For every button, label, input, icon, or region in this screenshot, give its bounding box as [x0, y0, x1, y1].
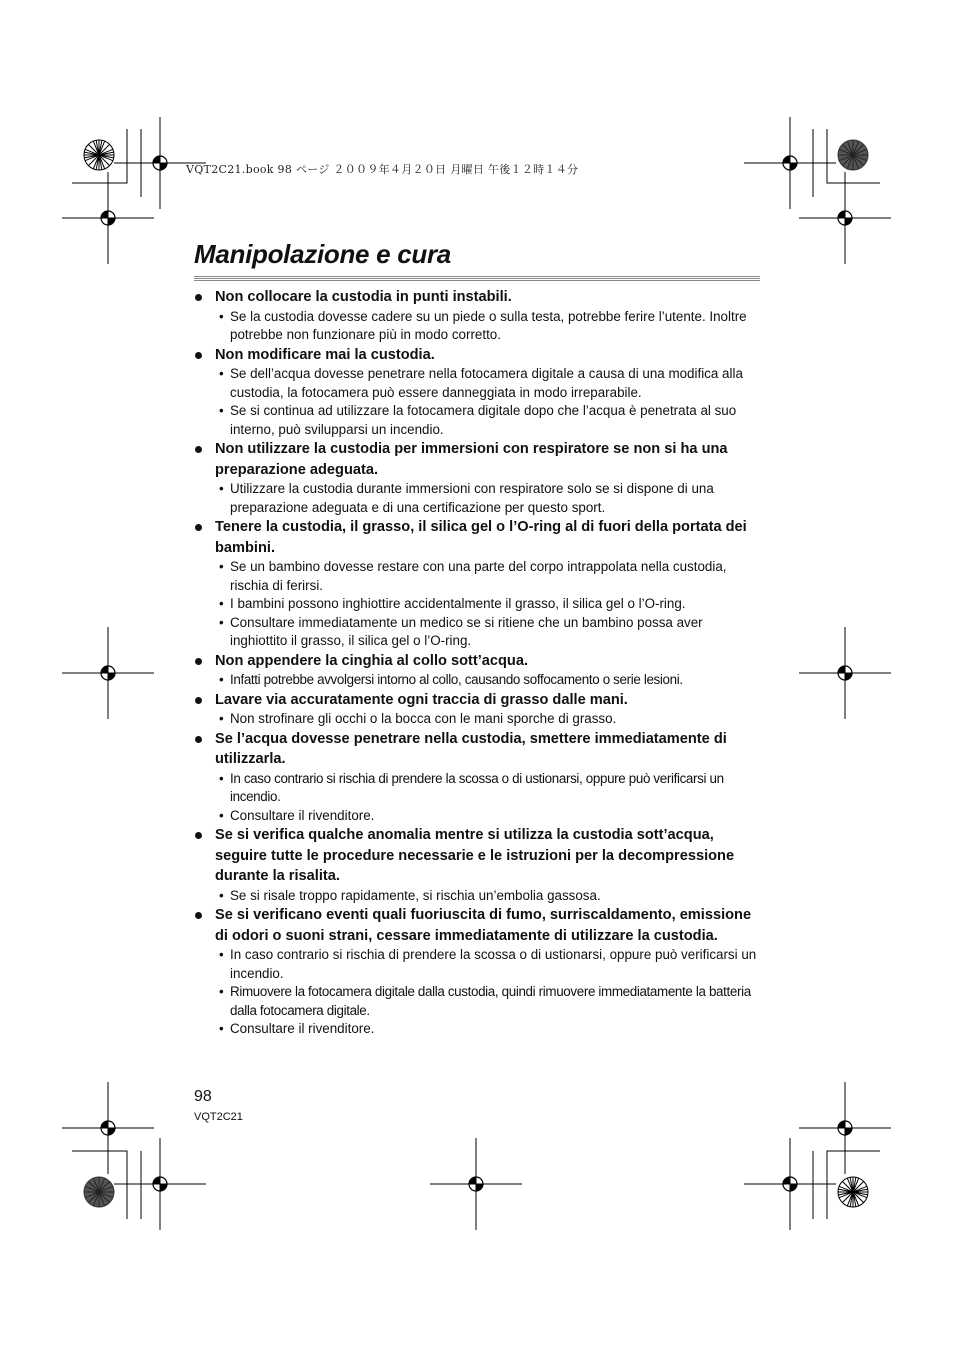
bullet-dot-icon: [195, 352, 202, 359]
section-no-modification: [194, 345, 760, 440]
section-water-leak: [194, 729, 760, 826]
content-area: [194, 287, 760, 1039]
section-heading: Non modificare mai la custodia.: [194, 345, 760, 366]
bullet-icon: •: [219, 672, 224, 687]
bullet-dot-icon: [195, 524, 202, 531]
section-strap-underwater: [194, 651, 760, 690]
bullet-dot-icon: [195, 697, 202, 704]
page-number: 98: [194, 1088, 212, 1105]
list-item: • Consultare il rivenditore.: [194, 807, 760, 826]
bullet-dot-icon: [195, 658, 202, 665]
section-heading: Se si verifica qualche anomalia mentre si utilizza la custodia sott’acqua, seguire tutte le procedure necessarie e le istruzioni per la decompressione durante la risalita.: [194, 825, 760, 887]
list-item: • Se la custodia dovesse cadere su un piede o sulla testa, potrebbe ferire l’utente. Inoltre potrebbe non funzionare più in modo corretto.: [219, 308, 747, 342]
bullet-icon: •: [219, 481, 224, 496]
page-title: Manipolazione e cura: [194, 239, 451, 269]
bullet-icon: •: [219, 596, 224, 611]
section-scuba-training: [194, 439, 760, 517]
bullet-icon: •: [219, 1021, 224, 1036]
bullet-icon: •: [219, 807, 224, 823]
list-item: • Se un bambino dovesse restare con una parte del corpo intrappolata nella custodia, rischia di ferirsi.: [219, 559, 727, 593]
section-children-safety: [194, 517, 760, 651]
list-item: • Consultare il rivenditore.: [194, 1020, 760, 1039]
section-anomaly-decompression: [194, 825, 760, 905]
section-wash-grease: [194, 690, 760, 729]
bullet-icon: •: [219, 308, 224, 324]
bullet-icon: •: [219, 366, 224, 381]
list-item: • Se dell’acqua dovesse penetrare nella fotocamera digitale a causa di una modifica alla custodia, la fotocamera può essere danneggiata in modo irreparabile.: [219, 366, 743, 400]
list-item: • In caso contrario si rischia di prendere la scossa o di ustionarsi, oppure può verificarsi un incendio.: [219, 770, 724, 804]
list-item: • In caso contrario si rischia di prendere la scossa o di ustionarsi, oppure può verificarsi un incendio.: [219, 947, 757, 981]
bullet-dot-icon: [195, 832, 202, 839]
bullet-icon: •: [219, 403, 224, 418]
bullet-icon: •: [219, 711, 224, 726]
list-item: • I bambini possono inghiottire accidentalmente il grasso, il silica gel o l’O-ring.: [194, 595, 760, 614]
list-item: • Consultare immediatamente un medico se si ritiene che un bambino possa aver inghiottito il grasso, il silica gel o l’O-ring.: [219, 614, 703, 648]
list-item: • Se si risale troppo rapidamente, si rischia un’embolia gassosa.: [194, 887, 760, 906]
bullet-icon: •: [219, 614, 224, 630]
bullet-icon: •: [219, 887, 224, 903]
section-heading: Non collocare la custodia in punti instabili.: [194, 287, 760, 308]
section-heading: Lavare via accuratamente ogni traccia di grasso dalle mani.: [194, 690, 760, 711]
bullet-dot-icon: [195, 912, 202, 919]
section-heading: Se l’acqua dovesse penetrare nella custodia, smettere immediatamente di utilizzarla.: [194, 729, 760, 770]
bullet-dot-icon: [195, 446, 202, 453]
section-heading: Non appendere la cinghia al collo sott’acqua.: [194, 651, 760, 672]
bullet-icon: •: [219, 947, 224, 962]
list-item: • Infatti potrebbe avvolgersi intorno al collo, causando soffocamento o serie lesioni.: [194, 671, 760, 690]
section-heading: Se si verificano eventi quali fuoriuscita di fumo, surriscaldamento, emissione di odori o suoni strani, cessare immediatamente di utilizzare la custodia.: [194, 905, 760, 946]
list-item: • Utilizzare la custodia durante immersioni con respiratore solo se si dispone di una preparazione adeguata e di una certificazione per questo sport.: [219, 481, 714, 515]
model-code: VQT2C21: [194, 1111, 243, 1123]
list-item: • Se si continua ad utilizzare la fotocamera digitale dopo che l’acqua è penetrata al suo interno, può svilupparsi un incendio.: [219, 403, 737, 437]
section-heading: Tenere la custodia, il grasso, il silica gel o l’O-ring al di fuori della portata dei bambini.: [194, 517, 760, 558]
list-item: • Non strofinare gli occhi o la bocca con le mani sporche di grasso.: [194, 710, 760, 729]
bullet-icon: •: [219, 770, 224, 786]
bullet-dot-icon: [195, 736, 202, 743]
bullet-icon: •: [219, 559, 224, 574]
bullet-icon: •: [219, 984, 224, 999]
section-heading: Non utilizzare la custodia per immersioni con respiratore se non si ha una preparazione adeguata.: [194, 439, 760, 480]
title-divider: [194, 275, 760, 281]
section-unstable-placement: [194, 287, 760, 345]
section-smoke-overheating: [194, 905, 760, 1039]
bullet-dot-icon: [195, 294, 202, 301]
list-item: • Rimuovere la fotocamera digitale dalla custodia, quindi rimuovere immediatamente la batteria dalla fotocamera digitale.: [219, 984, 751, 1018]
print-file-header: VQT2C21.book 98 ページ ２００９年４月２０日 月曜日 午後１２時１４分: [186, 163, 579, 176]
